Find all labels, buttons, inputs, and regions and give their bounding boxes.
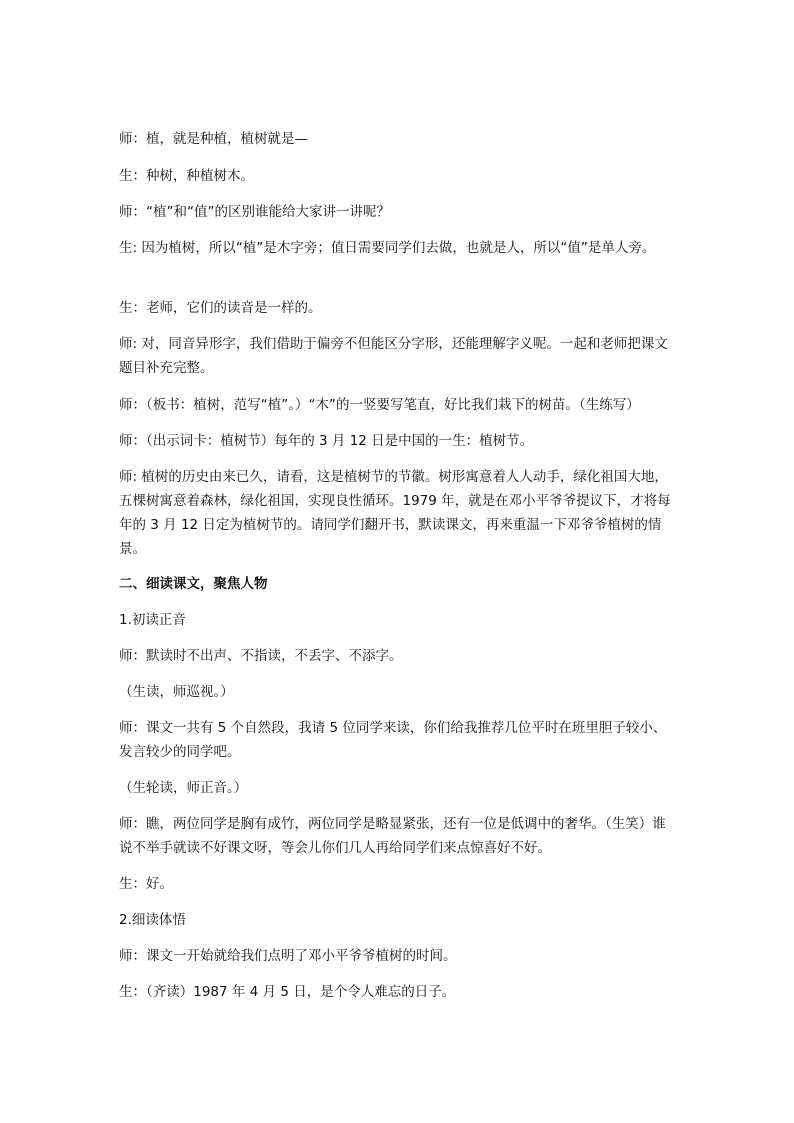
paragraph-17 (119, 980, 679, 1004)
paragraph-9 (119, 465, 679, 561)
section-heading (119, 572, 679, 596)
subheading-text: 1.初读正音 (119, 612, 186, 628)
heading-text: 二、细读课文，聚焦人物 (119, 576, 268, 592)
paragraph-text: 生：（齐读）1987 年 4 月 5 日，是个令人难忘的日子。 (119, 984, 456, 1000)
paragraph-text: 师：（板书：植树，范写“植”。）“木”的一竖要写笔直，好比我们栽下的树苗。（生练写） (119, 397, 640, 413)
paragraph-7 (119, 393, 679, 417)
paragraph-text: 师：瞧，两位同学是胸有成竹，两位同学是略显紧张，还有一位是低调中的奢华。（生笑）谁说不举手就读不好课文呀，等会儿你们几人再给同学们来点惊喜好不好。 (119, 816, 666, 856)
paragraph-text: 生: 因为植树，所以“植”是木字旁；值日需要同学们去做，也就是人，所以“值”是单人旁。 (119, 240, 656, 256)
paragraph-text: 师：课文一开始就给我们点明了邓小平爷爷植树的时间。 (119, 948, 457, 964)
paragraph-text: 师: 对，同音异形字，我们借助于偏旁不但能区分字形，还能理解字义呢。一起和老师把课文题目补充完整。 (119, 336, 668, 376)
paragraph-text: 师: 植树的历史由来已久，请看，这是植树节的节徽。树形寓意着人人动手，绿化祖国大地，五棵树寓意着森林，绿化祖国，实现良性循环。1979 年，就是在邓小平爷爷提议下，才将每年的 3 月 12 日定为植树节的。请同学们翻开书，默读课文，再来重温一下邓爷爷植树的情景。 (119, 469, 671, 557)
paragraph-text: 生：好。 (119, 876, 173, 892)
paragraph-1 (119, 127, 679, 151)
paragraph-13 (119, 776, 679, 800)
paragraph-8 (119, 429, 679, 453)
paragraph-text: （生读，师巡视。） (119, 684, 234, 700)
subheading-text: 2.细读体悟 (119, 912, 186, 928)
paragraph-11 (119, 680, 679, 704)
paragraph-text: 师：“植”和“值”的区别谁能给大家讲一讲呢？ (119, 204, 390, 220)
paragraph-6 (119, 332, 679, 380)
paragraph-text: 师：课文一共有 5 个自然段，我请 5 位同学来读，你们给我推荐几位平时在班里胆子较小、发言较少的同学吧。 (119, 720, 667, 760)
paragraph-10 (119, 644, 679, 668)
paragraph-text: 生：老师，它们的读音是一样的。 (119, 300, 322, 316)
paragraph-text: （生轮读，师正音。） (119, 780, 248, 796)
subheading-2 (119, 908, 679, 932)
paragraph-2 (119, 164, 679, 188)
paragraph-5 (119, 296, 679, 320)
paragraph-14 (119, 812, 679, 860)
paragraph-text: 生：种树，种植树木。 (119, 168, 254, 184)
paragraph-4 (119, 236, 679, 260)
paragraph-12 (119, 716, 679, 764)
subheading-1 (119, 608, 679, 632)
paragraph-3 (119, 200, 679, 224)
paragraph-15 (119, 872, 679, 896)
paragraph-16 (119, 944, 679, 968)
paragraph-text: 师：植，就是种植，植树就是— (119, 131, 308, 147)
paragraph-text: 师：（出示词卡：植树节）每年的 3 月 12 日是中国的一生：植树节。 (119, 433, 534, 449)
paragraph-text: 师：默读时不出声、不指读，不丢字、不添字。 (119, 648, 403, 664)
